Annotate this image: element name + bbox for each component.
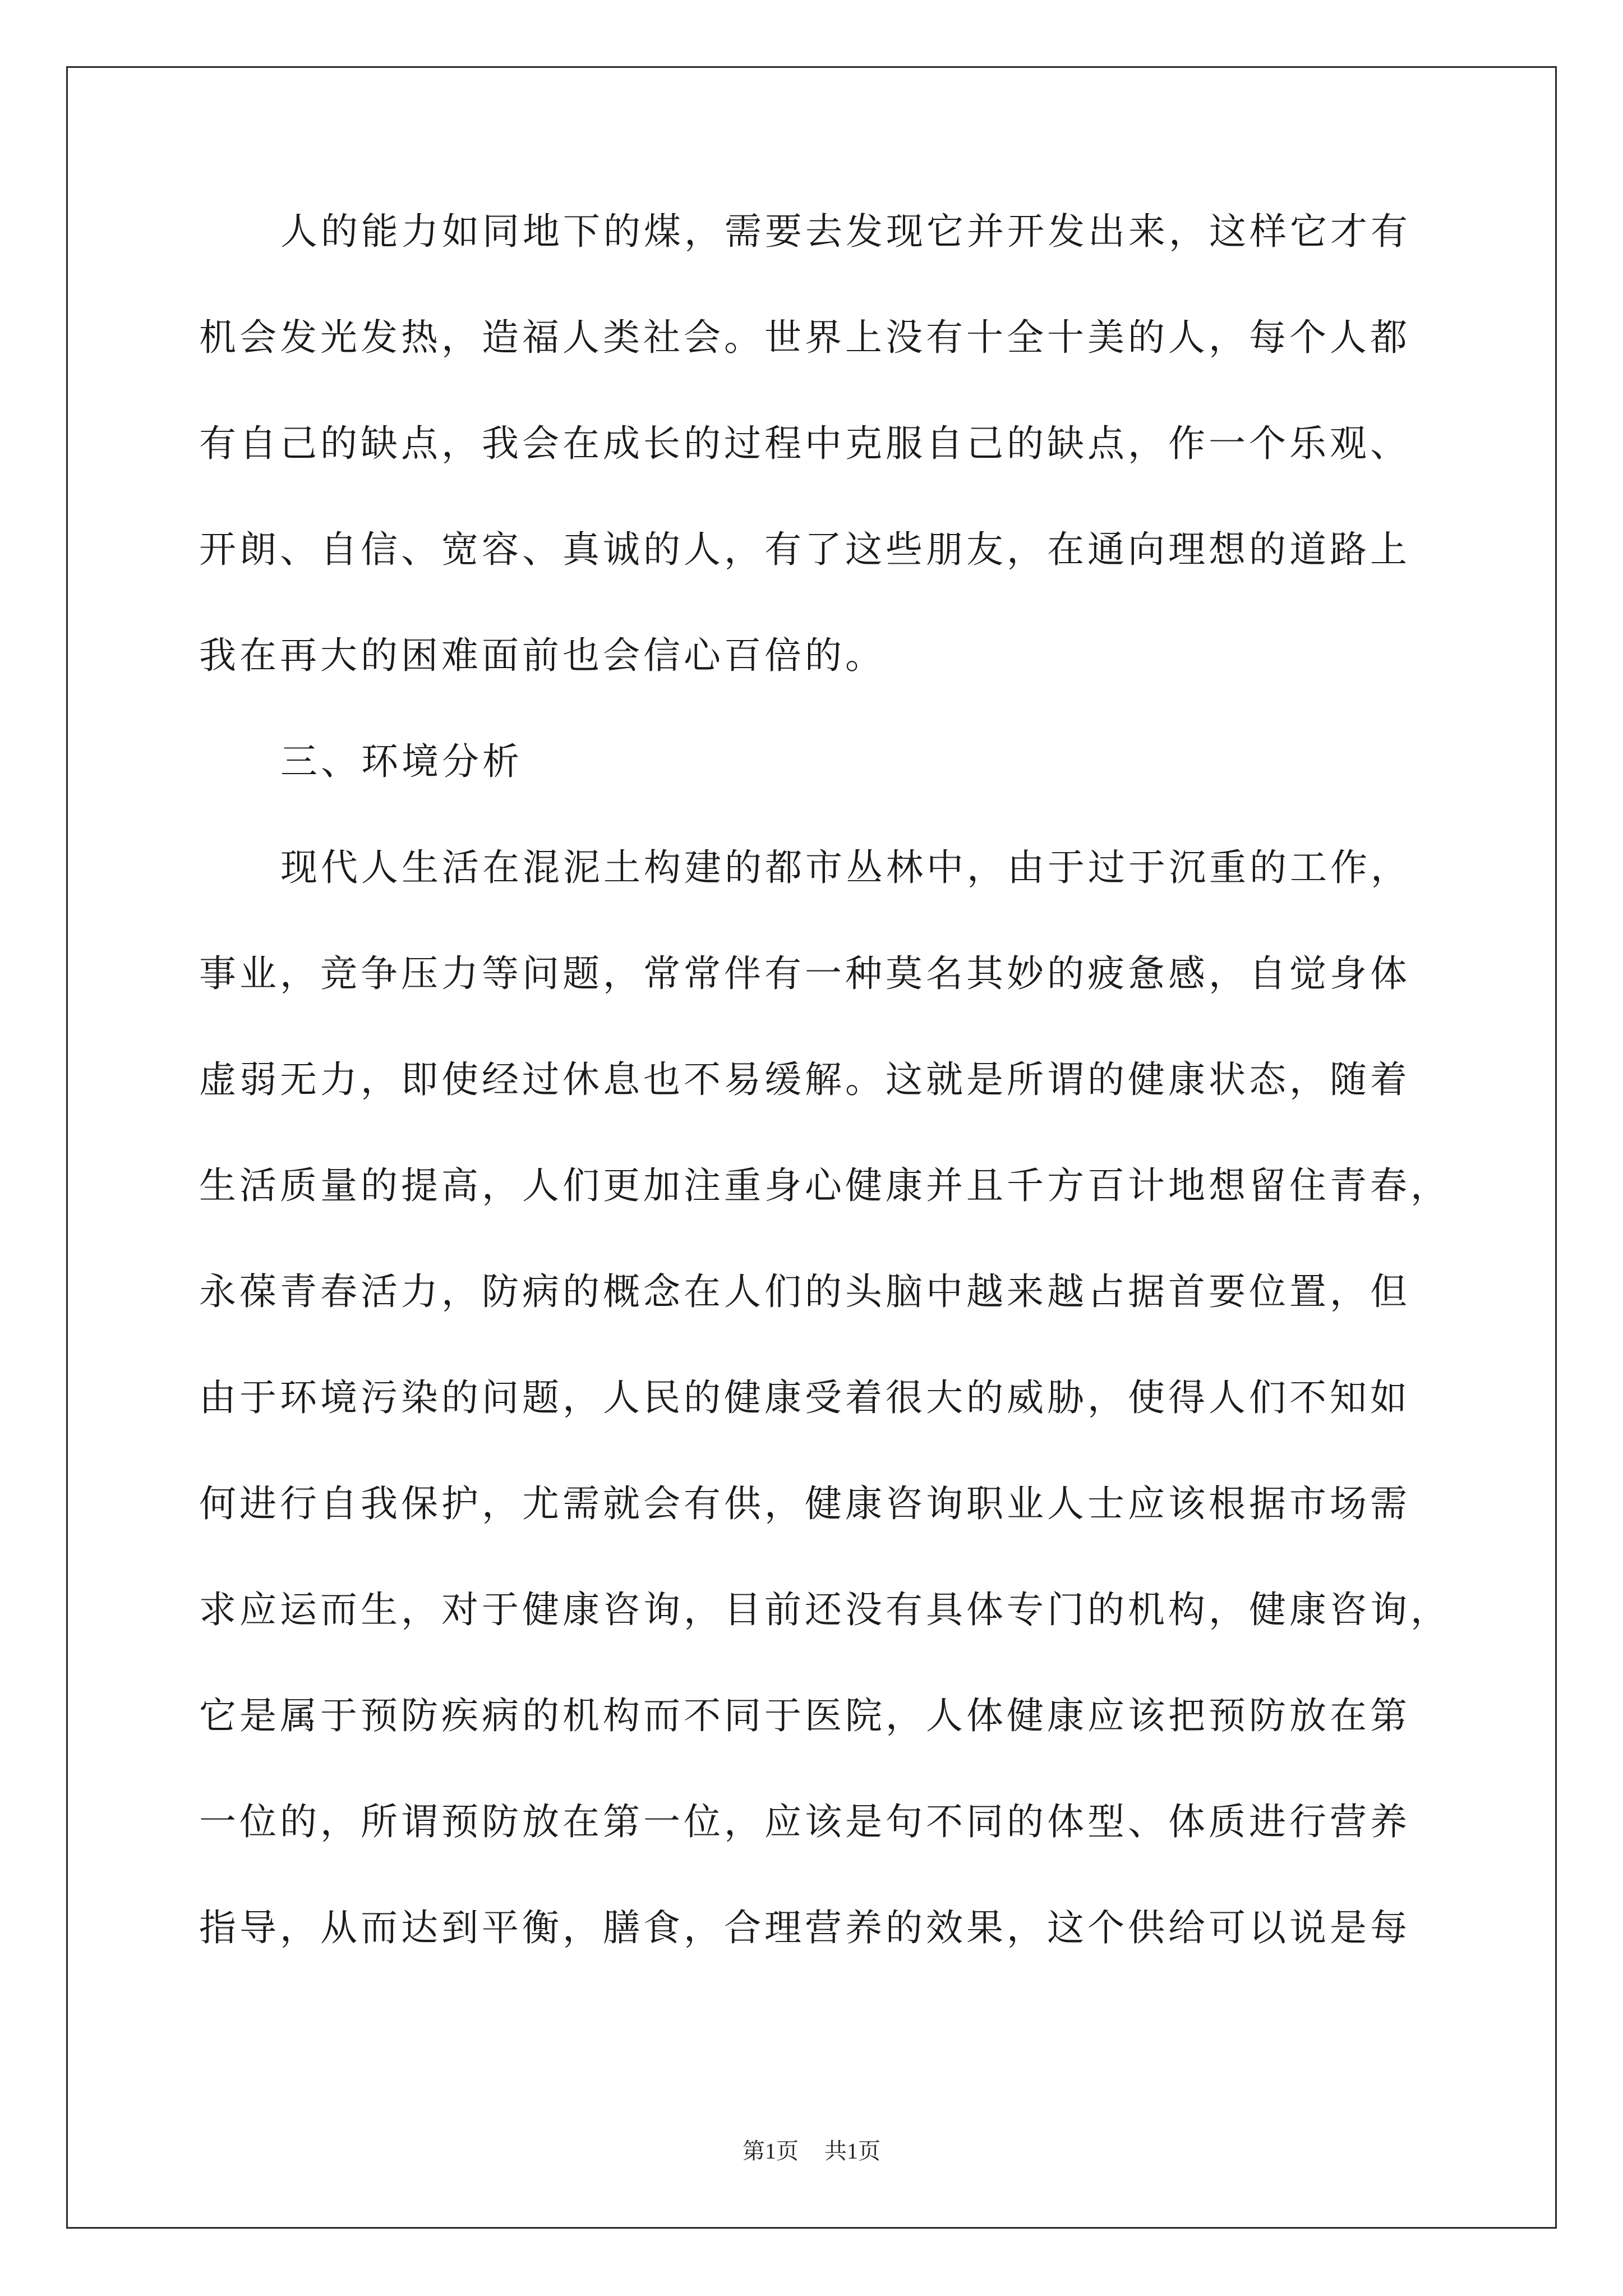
text-line: 现代人生活在混泥土构建的都市丛林中，由于过于沉重的工作， [280, 846, 1411, 889]
text-line: 虚弱无力，即使经过休息也不易缓解。这就是所谓的健康状态，随着 [199, 1058, 1410, 1101]
text-line: 开朗、自信、宽容、真诚的人，有了这些朋友，在通向理想的道路上 [199, 528, 1410, 571]
text-line: 求应运而生，对于健康咨询，目前还没有具体专门的机构，健康咨询， [199, 1588, 1451, 1631]
page-footer [0, 2140, 1623, 2162]
text-line: 事业，竞争压力等问题，常常伴有一种莫名其妙的疲惫感，自觉身体 [199, 952, 1410, 995]
text-line: 有自己的缺点，我会在成长的过程中克服自己的缺点，作一个乐观、 [199, 422, 1410, 465]
text-line: 生活质量的提高，人们更加注重身心健康并且千方百计地想留住青春， [199, 1164, 1451, 1207]
text-line: 一位的，所谓预防放在第一位，应该是句不同的体型、体质进行营养 [199, 1800, 1410, 1843]
section-heading: 三、环境分析 [280, 740, 523, 783]
text-line: 它是属于预防疾病的机构而不同于医院，人体健康应该把预防放在第 [199, 1694, 1410, 1737]
page-number-current: 第1页 [743, 2138, 799, 2164]
text-line: 指导，从而达到平衡，膳食，合理营养的效果，这个供给可以说是每 [199, 1906, 1410, 1949]
text-line: 何进行自我保护，尤需就会有供，健康咨询职业人士应该根据市场需 [199, 1482, 1410, 1525]
body-text [199, 210, 1451, 2016]
text-line: 我在再大的困难面前也会信心百倍的。 [199, 634, 886, 677]
text-line: 机会发光发热，造福人类社会。世界上没有十全十美的人，每个人都 [199, 316, 1410, 359]
text-line: 永葆青春活力，防病的概念在人们的头脑中越来越占据首要位置，但 [199, 1270, 1410, 1313]
text-line: 人的能力如同地下的煤，需要去发现它并开发出来，这样它才有 [280, 210, 1411, 253]
text-line: 由于环境污染的问题，人民的健康受着很大的威胁，使得人们不知如 [199, 1376, 1410, 1419]
page-number-total: 共1页 [824, 2138, 880, 2164]
